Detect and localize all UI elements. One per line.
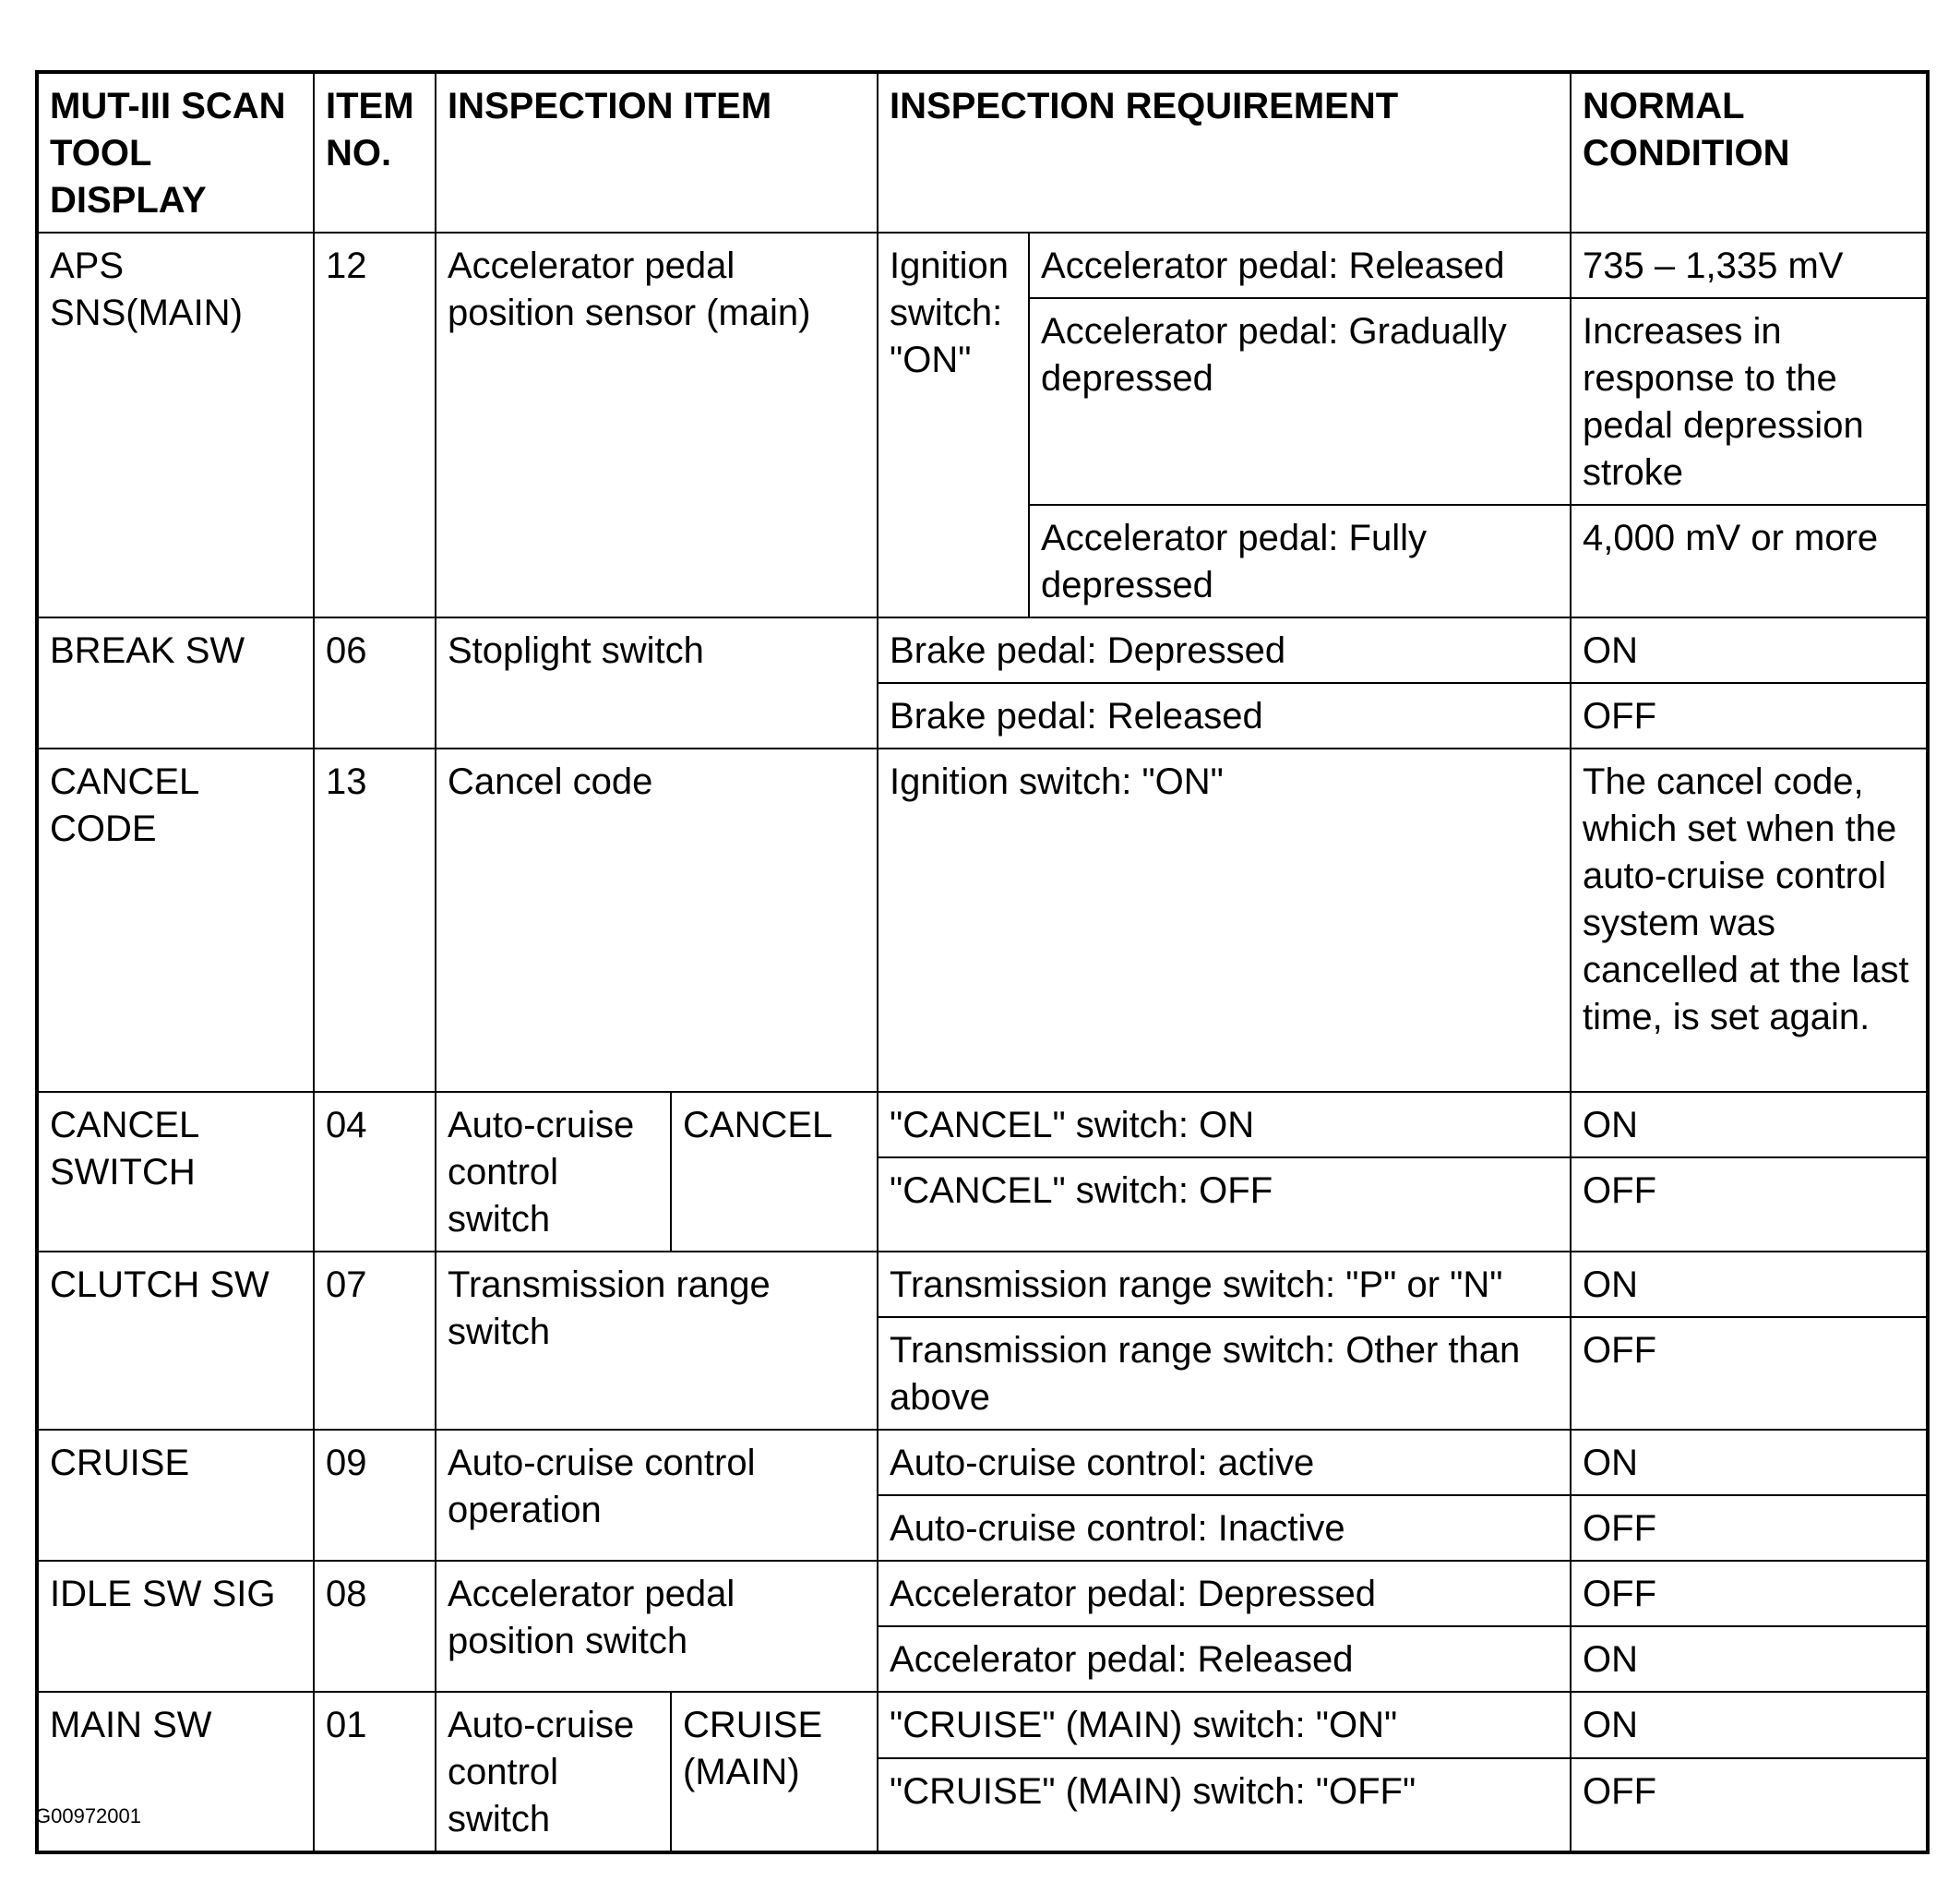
item-no-cell: 12 <box>314 233 436 617</box>
inspection-item-cell: Cancel code <box>436 749 878 1092</box>
display-cell: CANCEL SWITCH <box>37 1092 314 1252</box>
inspection-item-cell: Stoplight switch <box>436 617 878 749</box>
normal-condition-cell: OFF <box>1571 683 1928 749</box>
normal-condition-cell: The cancel code, which set when the auto-cruise control system was cancelled at the last time, is set again. <box>1571 749 1928 1092</box>
display-cell: CLUTCH SW <box>37 1252 314 1430</box>
item-no-cell: 01 <box>314 1692 436 1852</box>
normal-condition-cell: ON <box>1571 1092 1928 1157</box>
inspection-item-cell: Auto-cruise control switch <box>436 1092 671 1252</box>
header-item-no: ITEM NO. <box>314 72 436 233</box>
inspection-item-cell: Transmission range switch <box>436 1252 878 1430</box>
display-cell: IDLE SW SIG <box>37 1561 314 1692</box>
requirement-cell: Accelerator pedal: Fully depressed <box>1029 505 1571 617</box>
item-no-cell: 04 <box>314 1092 436 1252</box>
inspection-subitem-cell: CRUISE (MAIN) <box>671 1692 878 1852</box>
inspection-subitem-cell: CANCEL <box>671 1092 878 1252</box>
header-display: MUT-III SCAN TOOL DISPLAY <box>37 72 314 233</box>
table-row <box>37 749 1928 1092</box>
requirement-cell: Brake pedal: Depressed <box>878 617 1571 683</box>
table-row <box>37 1092 1928 1157</box>
inspection-item-cell: Accelerator pedal position switch <box>436 1561 878 1692</box>
requirement-cell: Auto-cruise control: active <box>878 1430 1571 1495</box>
requirement-cell: Accelerator pedal: Released <box>878 1626 1571 1692</box>
table-row <box>37 1252 1928 1317</box>
display-cell: BREAK SW <box>37 617 314 749</box>
requirement-cell: "CRUISE" (MAIN) switch: "ON" <box>878 1692 1571 1758</box>
normal-condition-cell: OFF <box>1571 1561 1928 1626</box>
requirement-cell: Accelerator pedal: Gradually depressed <box>1029 298 1571 505</box>
table-row <box>37 1561 1928 1626</box>
requirement-cell: Ignition switch: "ON" <box>878 749 1571 1092</box>
requirement-cell: Accelerator pedal: Released <box>1029 233 1571 298</box>
normal-condition-cell: OFF <box>1571 1758 1928 1852</box>
normal-condition-cell: 735 – 1,335 mV <box>1571 233 1928 298</box>
requirement-cell: "CANCEL" switch: ON <box>878 1092 1571 1157</box>
display-cell: CRUISE <box>37 1430 314 1561</box>
item-no-cell: 07 <box>314 1252 436 1430</box>
normal-condition-cell: 4,000 mV or more <box>1571 505 1928 617</box>
inspection-item-cell: Accelerator pedal position sensor (main) <box>436 233 878 617</box>
normal-condition-cell: ON <box>1571 617 1928 683</box>
table-row <box>37 1430 1928 1495</box>
requirement-cell: Auto-cruise control: Inactive <box>878 1495 1571 1561</box>
requirement-cell: Transmission range switch: "P" or "N" <box>878 1252 1571 1317</box>
figure-id: G00972001 <box>35 1804 141 1827</box>
item-no-cell: 06 <box>314 617 436 749</box>
requirement-cell: "CRUISE" (MAIN) switch: "OFF" <box>878 1758 1571 1852</box>
requirement-cell: Accelerator pedal: Depressed <box>878 1561 1571 1626</box>
normal-condition-cell: Increases in response to the pedal depression stroke <box>1571 298 1928 505</box>
table-row <box>37 617 1928 683</box>
normal-condition-cell: OFF <box>1571 1495 1928 1561</box>
inspection-item-cell: Auto-cruise control switch <box>436 1692 671 1852</box>
display-cell: APS SNS(MAIN) <box>37 233 314 617</box>
table-row <box>37 1692 1928 1758</box>
requirement-cell: "CANCEL" switch: OFF <box>878 1157 1571 1252</box>
normal-condition-cell: ON <box>1571 1252 1928 1317</box>
normal-condition-cell: ON <box>1571 1692 1928 1758</box>
item-no-cell: 09 <box>314 1430 436 1561</box>
item-no-cell: 08 <box>314 1561 436 1692</box>
normal-condition-cell: ON <box>1571 1626 1928 1692</box>
header-inspection-requirement: INSPECTION REQUIREMENT <box>878 72 1571 233</box>
requirement-cell: Transmission range switch: Other than above <box>878 1317 1571 1430</box>
header-inspection-item: INSPECTION ITEM <box>436 72 878 233</box>
requirement-cell: Brake pedal: Released <box>878 683 1571 749</box>
table-row <box>37 233 1928 298</box>
display-cell: CANCEL CODE <box>37 749 314 1092</box>
normal-condition-cell: OFF <box>1571 1157 1928 1252</box>
normal-condition-cell: ON <box>1571 1430 1928 1495</box>
header-normal-condition: NORMAL CONDITION <box>1571 72 1928 233</box>
inspection-table <box>35 70 1930 1854</box>
display-cell: MAIN SW <box>37 1692 314 1852</box>
normal-condition-cell: OFF <box>1571 1317 1928 1430</box>
item-no-cell: 13 <box>314 749 436 1092</box>
inspection-item-cell: Auto-cruise control operation <box>436 1430 878 1561</box>
requirement-condition-cell: Ignition switch: "ON" <box>878 233 1029 617</box>
